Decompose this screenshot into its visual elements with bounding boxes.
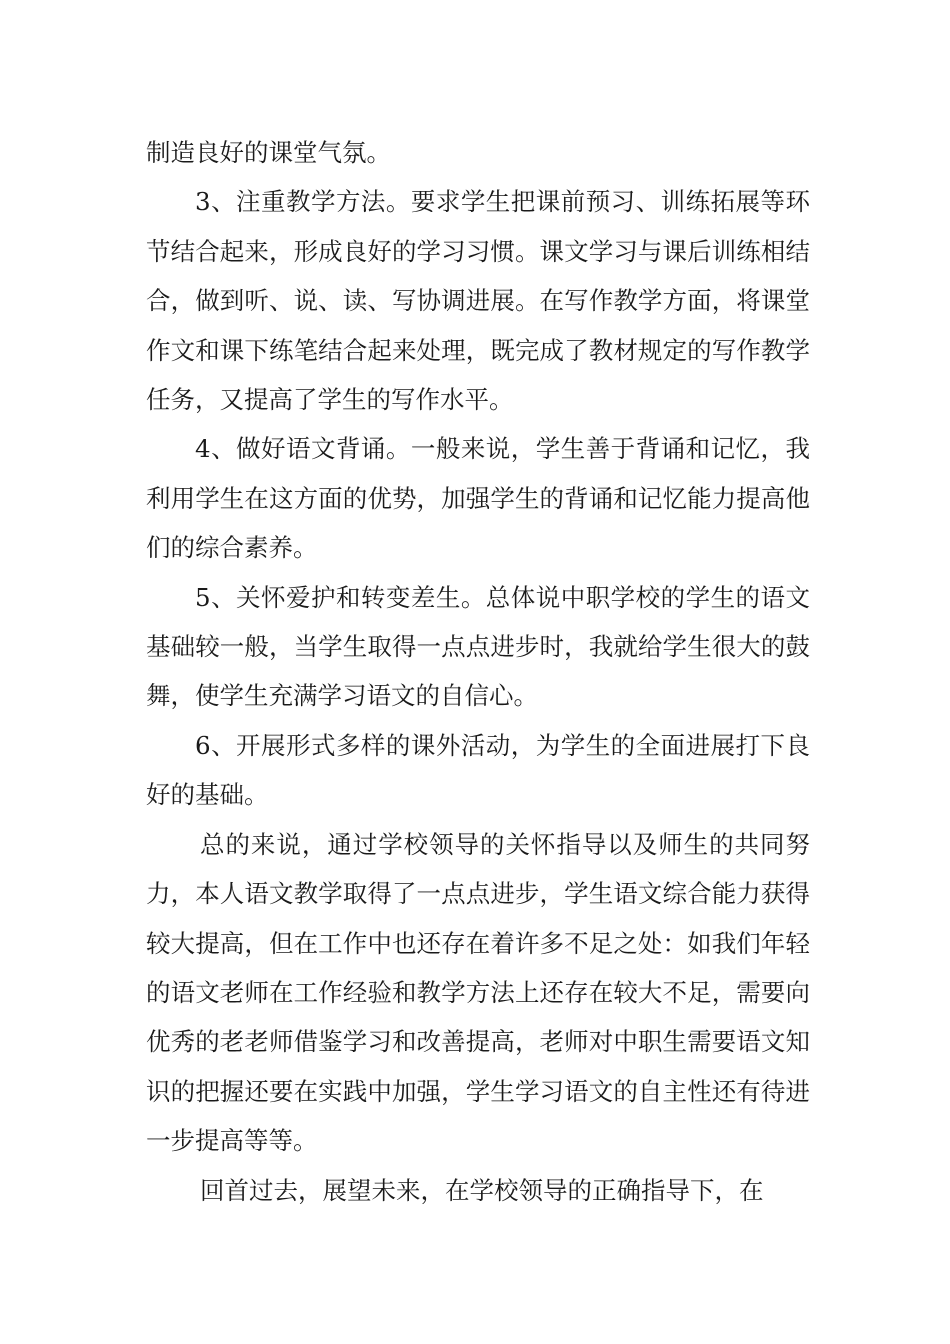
paragraph-continuation: 制造良好的课堂气氛。 — [146, 138, 391, 167]
paragraph-item-3: 3、注重教学方法。要求学生把课前预习、训练拓展等环节结合起来，形成良好的学习习惯。课文学习与课后训练相结合，做到听、说、读、写协调进展。在写作教学方面，将课堂作文和课下练笔结合起来处理，既完成了教材规定的写作教学任务，又提高了学生的写作水平。 — [146, 187, 810, 415]
paragraph-summary: 总的来说，通过学校领导的关怀指导以及师生的共同努力，本人语文教学取得了一点点进步，学生语文综合能力获得较大提高，但在工作中也还存在着许多不足之处：如我们年轻的语文老师在工作经验和教学方法上还存在较大不足，需要向优秀的老老师借鉴学习和改善提高，老师对中职生需要语文知识的把握还要在实践中加强，学生学习语文的自主性还有待进一步提高等等。 — [146, 829, 810, 1156]
paragraph-item-6: 6、开展形式多样的课外活动，为学生的全面进展打下良好的基础。 — [146, 730, 810, 810]
document-body — [146, 128, 810, 1215]
paragraph-item-4: 4、做好语文背诵。一般来说，学生善于背诵和记忆，我利用学生在这方面的优势，加强学生的背诵和记忆能力提高他们的综合素养。 — [146, 434, 810, 563]
paragraph-item-5: 5、关怀爱护和转变差生。总体说中职学校的学生的语文基础较一般，当学生取得一点点进步时，我就给学生很大的鼓舞，使学生充满学习语文的自信心。 — [146, 582, 810, 711]
paragraph-outlook: 回首过去，展望未来，在学校领导的正确指导下，在 — [200, 1175, 764, 1205]
